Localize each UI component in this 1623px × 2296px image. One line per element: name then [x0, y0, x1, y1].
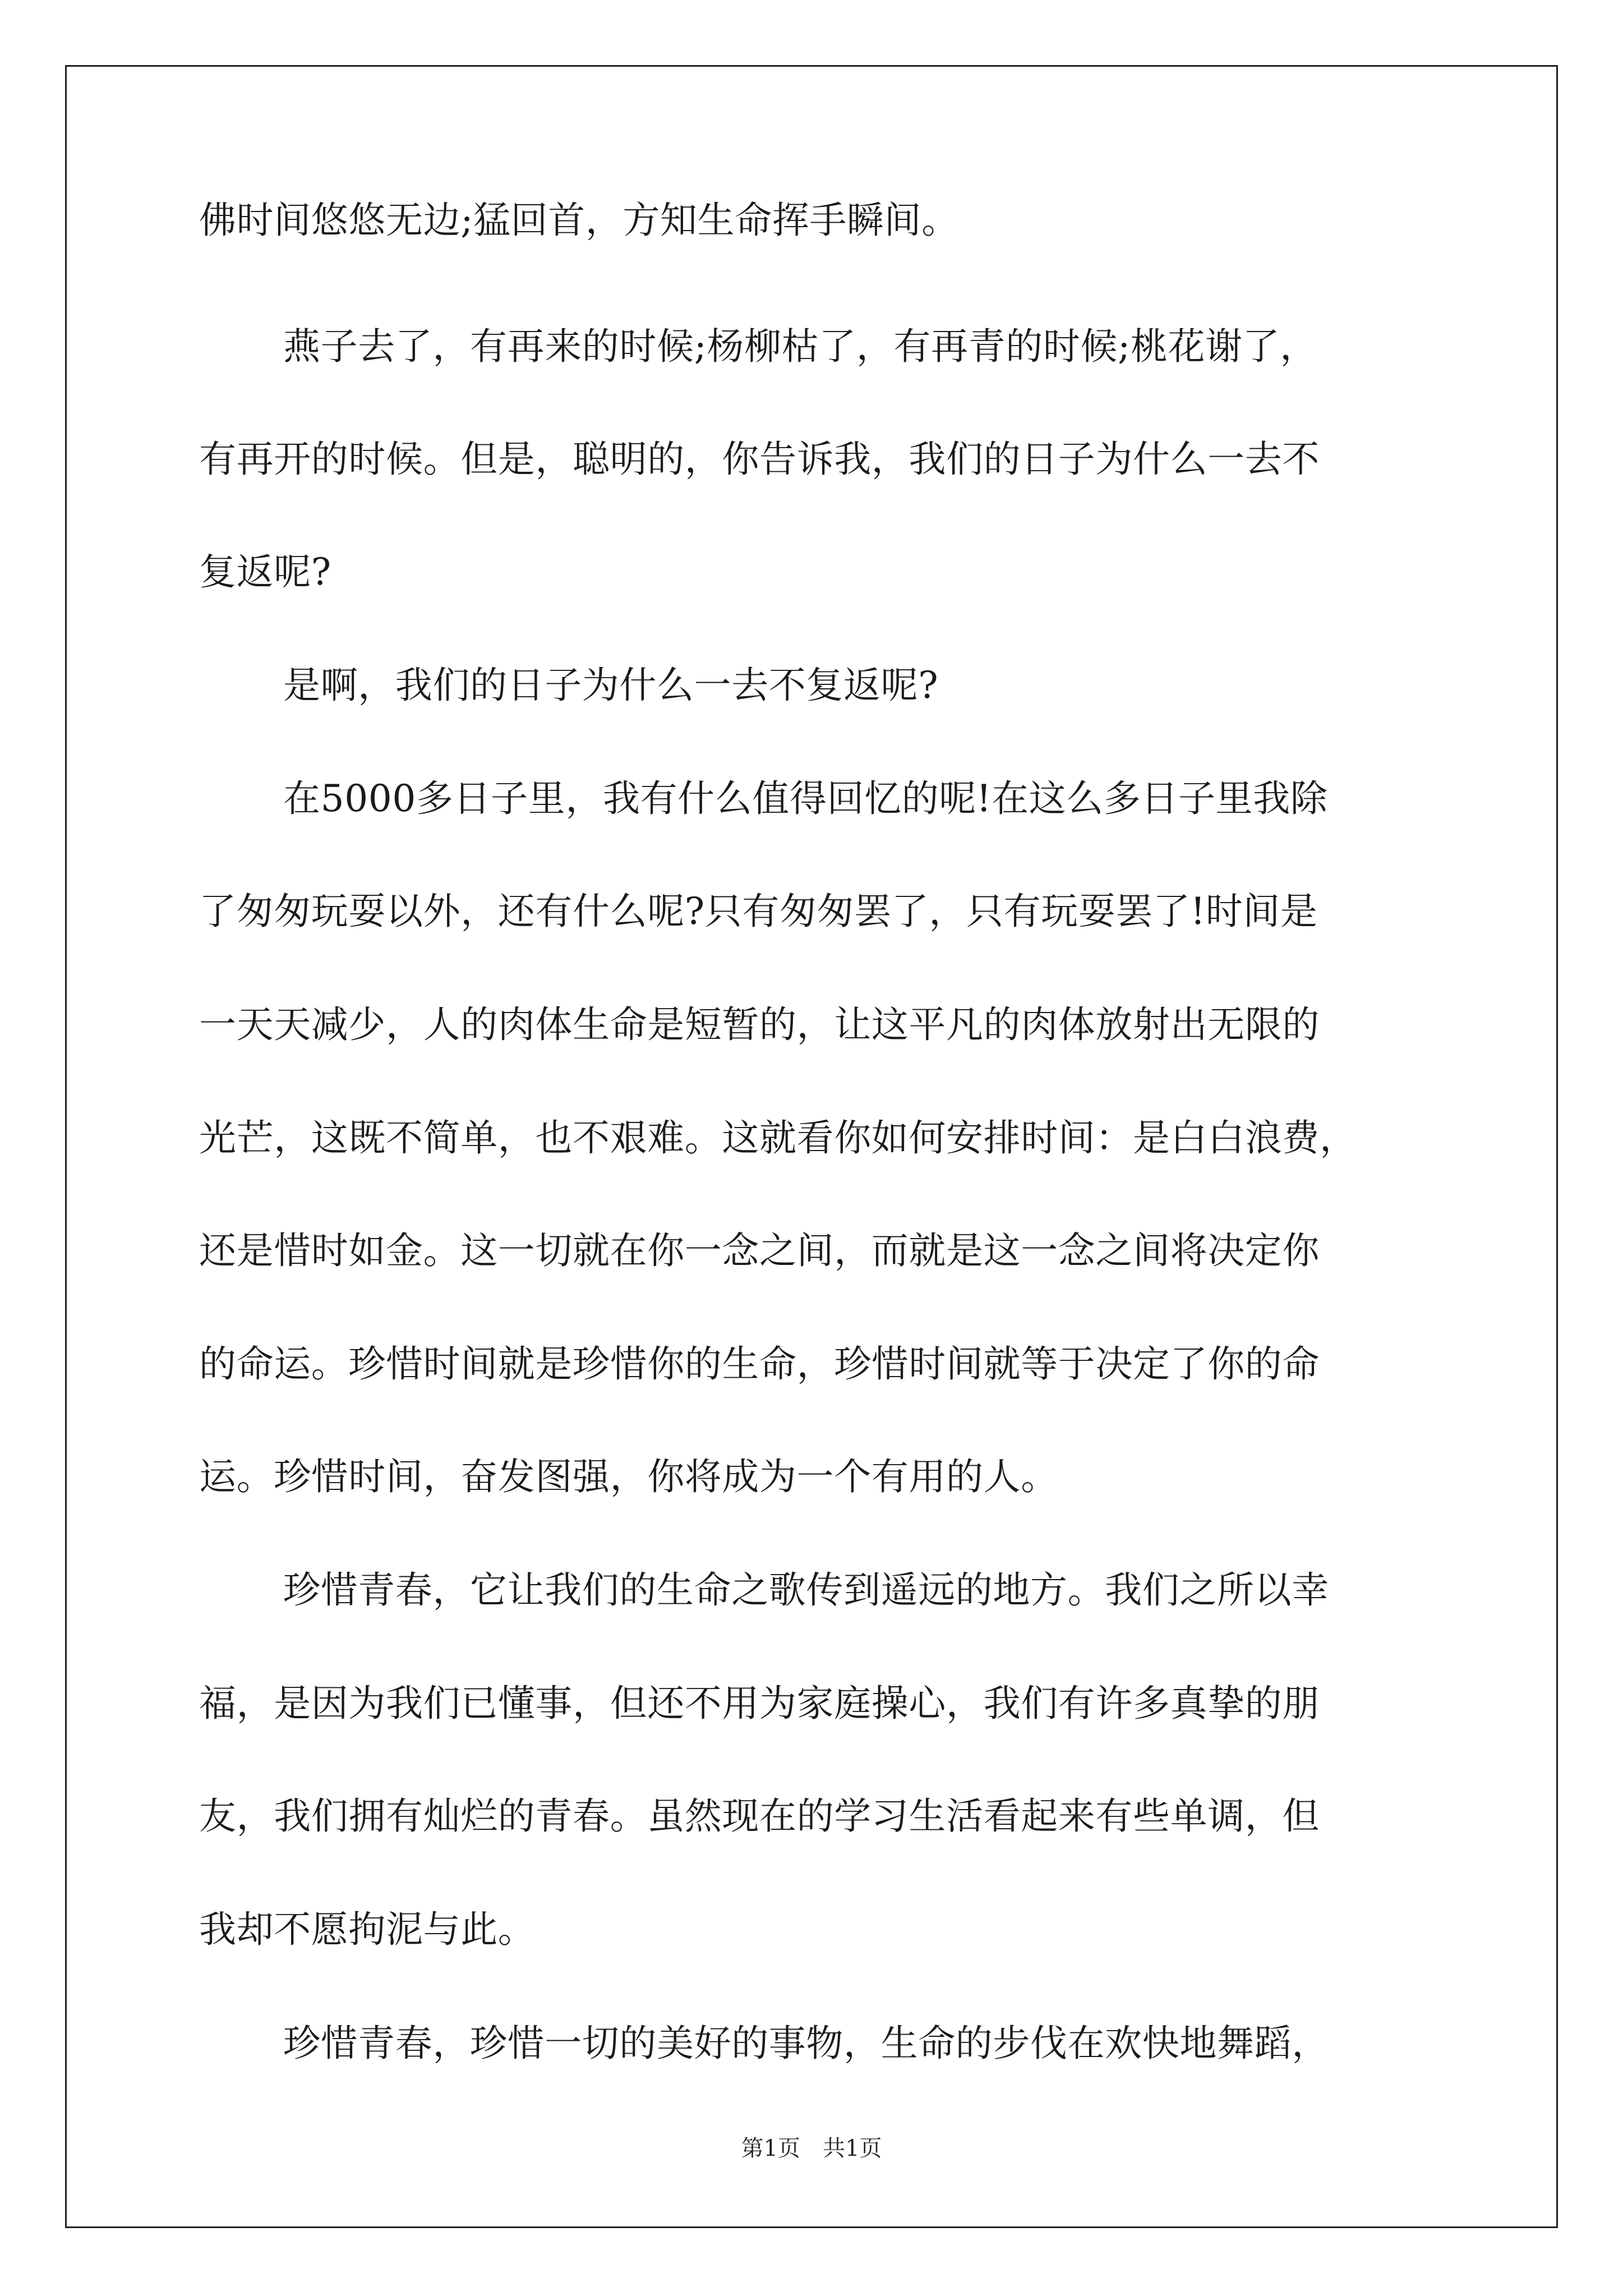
page-total: 共1页 — [823, 2136, 882, 2161]
page-footer — [0, 2137, 1623, 2160]
text-line: 有再开的时候。但是，聪明的，你告诉我，我们的日子为什么一去不 — [199, 438, 1320, 481]
text-line: 还是惜时如金。这一切就在你一念之间，而就是这一念之间将决定你 — [199, 1229, 1320, 1272]
text-line: 运。珍惜时间，奋发图强，你将成为一个有用的人。 — [199, 1455, 1058, 1498]
text-line: 光芒，这既不简单，也不艰难。这就看你如何安排时间：是白白浪费， — [199, 1116, 1357, 1159]
text-line: 是啊，我们的日子为什么一去不复返呢? — [283, 664, 939, 707]
text-line: 友，我们拥有灿烂的青春。虽然现在的学习生活看起来有些单调，但 — [199, 1795, 1320, 1838]
page-number: 第1页 — [741, 2136, 800, 2161]
text-line: 燕子去了，有再来的时候;杨柳枯了，有再青的时候;桃花谢了， — [283, 325, 1317, 368]
text-line: 我却不愿拘泥与此。 — [199, 1908, 536, 1951]
text-line: 了匆匆玩耍以外，还有什么呢?只有匆匆罢了，只有玩耍罢了!时间是 — [199, 890, 1318, 933]
text-line: 复返呢? — [199, 550, 331, 593]
text-line: 福，是因为我们已懂事，但还不用为家庭操心，我们有许多真挚的朋 — [199, 1682, 1320, 1725]
text-line: 在5000多日子里，我有什么值得回忆的呢!在这么多日子里我除 — [283, 777, 1328, 820]
text-line: 珍惜青春，它让我们的生命之歌传到遥远的地方。我们之所以幸 — [283, 1568, 1329, 1612]
text-line: 佛时间悠悠无边;猛回首，方知生命挥手瞬间。 — [199, 199, 959, 242]
text-line: 珍惜青春，珍惜一切的美好的事物，生命的步伐在欢快地舞蹈， — [283, 2022, 1329, 2065]
text-line: 一天天减少，人的肉体生命是短暂的，让这平凡的肉体放射出无限的 — [199, 1003, 1320, 1046]
text-line: 的命运。珍惜时间就是珍惜你的生命，珍惜时间就等于决定了你的命 — [199, 1342, 1320, 1386]
